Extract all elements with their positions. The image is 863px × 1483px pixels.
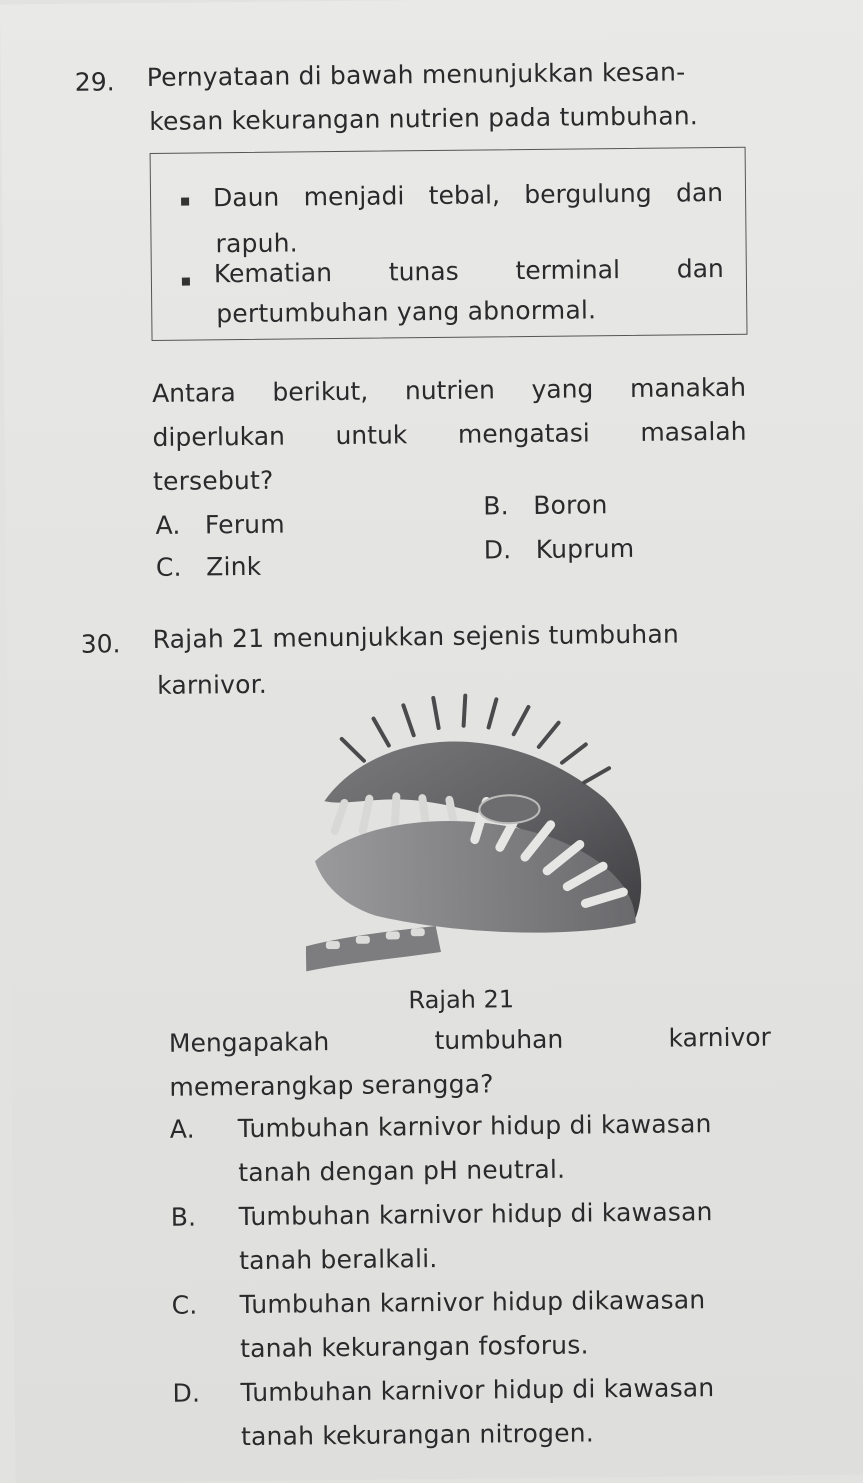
q30-stem-line2: karnivor.: [157, 669, 268, 700]
q30-question-line1: [169, 1023, 771, 1059]
q29-option-a[interactable]: A. Ferum: [155, 509, 285, 540]
word: manakah: [629, 372, 747, 403]
q30-stem-line1: Rajah 21 menunjukkan sejenis tumbuhan: [152, 619, 680, 654]
word: tumbuhan: [434, 1024, 564, 1056]
q30-option-b-line1[interactable]: Tumbuhan karnivor hidup di kawasan: [238, 1197, 713, 1232]
q29-stem-line1: Pernyataan di bawah menunjukkan kesan-: [146, 57, 686, 92]
q30-option-c-letter[interactable]: C.: [171, 1290, 198, 1320]
q30-question-line2: memerangkap serangga?: [169, 1069, 494, 1102]
q29-item2-line2: pertumbuhan yang abnormal.: [216, 295, 597, 329]
word: menjadi: [303, 181, 405, 212]
word: berikut,: [272, 376, 369, 407]
word: terminal: [515, 255, 621, 286]
q30-number: 30.: [80, 629, 121, 659]
q29-question-line2: [152, 417, 746, 453]
word: nutrien: [404, 375, 495, 406]
word: Mengapakah: [168, 1027, 330, 1058]
q30-option-d-line2[interactable]: tanah kekurangan nitrogen.: [240, 1418, 595, 1452]
word: yang: [531, 374, 594, 404]
q30-option-a-line2[interactable]: tanah dengan pH neutral.: [238, 1154, 566, 1188]
bullet-icon: [182, 278, 190, 286]
word: karnivor: [668, 1022, 772, 1053]
q29-item2-line1: [214, 254, 724, 289]
word: diperlukan: [152, 421, 286, 452]
figure-caption: Rajah 21: [408, 985, 515, 1015]
word: mengatasi: [457, 418, 590, 449]
q30-option-a-letter[interactable]: A.: [169, 1114, 195, 1144]
q29-question-line1: [152, 373, 746, 409]
word: Antara: [151, 378, 236, 408]
petiole: [306, 926, 441, 971]
q29-option-c[interactable]: C. Zink: [155, 551, 262, 582]
q30-option-d-line1[interactable]: Tumbuhan karnivor hidup di kawasan: [240, 1373, 715, 1408]
q30-option-b-line2[interactable]: tanah beralkali.: [239, 1244, 438, 1276]
q30-option-a-line1[interactable]: Tumbuhan karnivor hidup di kawasan: [237, 1109, 712, 1144]
q30-option-b-letter[interactable]: B.: [170, 1202, 197, 1232]
q30-option-d-letter[interactable]: D.: [172, 1378, 201, 1408]
q29-statement-box: [150, 147, 748, 341]
word: dan: [676, 253, 724, 284]
word: masalah: [640, 416, 747, 447]
q30-option-c-line2[interactable]: tanah kekurangan fosforus.: [239, 1330, 589, 1364]
q30-option-c-line1[interactable]: Tumbuhan karnivor hidup dikawasan: [239, 1285, 706, 1320]
q29-option-d[interactable]: D. Kuprum: [483, 533, 635, 565]
word: Kematian: [213, 258, 333, 289]
q29-question-line3: tersebut?: [152, 465, 274, 496]
bullet-icon: [181, 198, 189, 206]
word: bergulung: [524, 178, 652, 210]
q29-item1-line1: [213, 178, 723, 213]
word: Daun: [212, 182, 280, 213]
word: untuk: [335, 420, 408, 451]
venus-flytrap-illustration: [303, 688, 666, 982]
q29-stem-line2: kesan kekurangan nutrien pada tumbuhan.: [149, 101, 699, 136]
word: tebal,: [428, 180, 501, 211]
q29-item1-line2: rapuh.: [215, 228, 299, 259]
q29-number: 29.: [74, 67, 115, 97]
word: dan: [675, 177, 724, 208]
word: tunas: [388, 256, 459, 287]
q29-option-b[interactable]: B. Boron: [483, 490, 608, 521]
